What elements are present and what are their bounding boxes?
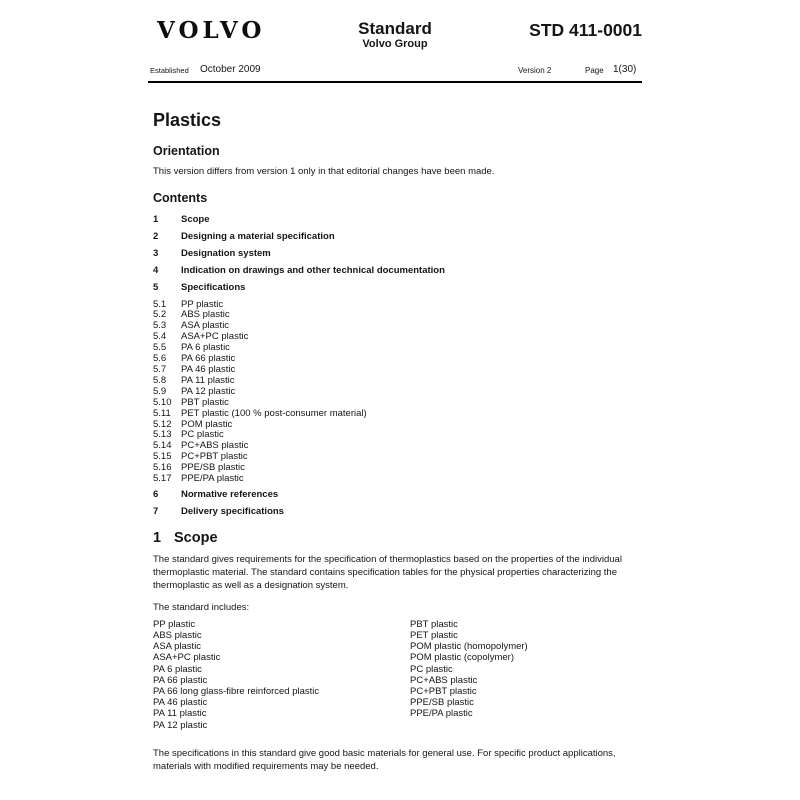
orientation-heading: Orientation: [153, 144, 220, 158]
scope-note-paragraph: The specifications in this standard give good basic materials for general use. For specific product applications, materials with modified requirements may be needed.: [153, 747, 616, 772]
toc-item-label: PA 6 plastic: [181, 342, 230, 354]
document-body: [148, 110, 642, 773]
list-item: PA 66 plastic: [153, 674, 208, 686]
list-item: PBT plastic: [410, 618, 458, 630]
scope-section-title: Scope: [174, 529, 218, 546]
toc-item-label: ABS plastic: [181, 309, 230, 321]
list-item: PA 66 long glass-fibre reinforced plastic: [153, 685, 320, 697]
toc-item-label: PC+ABS plastic: [181, 440, 249, 452]
toc-item-number: 5.17: [153, 473, 172, 485]
page-label: Page: [585, 66, 604, 75]
toc-item-label: Specifications: [181, 281, 246, 293]
toc-item-label: POM plastic: [181, 418, 233, 430]
toc-item-number: 5.12: [153, 418, 172, 430]
toc-item-number: 5.7: [153, 363, 167, 375]
toc-item-number: 5.16: [153, 462, 172, 474]
toc-item-number: 5.3: [153, 320, 167, 332]
toc-item-label: Indication on drawings and other technical documentation: [181, 264, 445, 276]
toc-subitem: [153, 474, 642, 485]
scope-section-heading: [153, 530, 642, 547]
version-label: Version 2: [518, 66, 552, 75]
toc-item: [153, 283, 642, 294]
toc-item-label: Normative references: [181, 488, 279, 500]
document-page: [148, 0, 642, 773]
toc-item-label: Designation system: [181, 247, 271, 259]
header-meta-row: [148, 63, 642, 75]
scope-section-number: 1: [153, 529, 162, 546]
toc-item-label: PA 11 plastic: [181, 374, 235, 386]
toc-item-label: PC plastic: [181, 429, 224, 441]
toc-item-number: 5.10: [153, 396, 172, 408]
toc-item-number: 5.15: [153, 451, 172, 463]
toc-item-number: 5.1: [153, 298, 167, 310]
toc-item-number: 6: [153, 488, 159, 500]
toc-item-number: 5.5: [153, 342, 167, 354]
toc-item-number: 5.9: [153, 385, 167, 397]
toc-item-label: PC+PBT plastic: [181, 451, 248, 463]
toc-item-number: 5.14: [153, 440, 172, 452]
page-title: Plastics: [153, 110, 222, 130]
toc-item: [153, 215, 642, 226]
list-item: PET plastic: [410, 629, 458, 641]
established-label: Established: [150, 66, 189, 75]
toc-item-label: PET plastic (100 % post-consumer material): [181, 407, 367, 419]
list-item: PC+PBT plastic: [410, 685, 477, 697]
list-item: PP plastic: [153, 618, 196, 630]
toc-item-label: PPE/SB plastic: [181, 462, 245, 474]
toc-item: [153, 507, 642, 518]
toc-item-number: 3: [153, 247, 159, 259]
list-item: PPE/SB plastic: [410, 697, 474, 709]
toc-subitem: [153, 409, 642, 420]
list-item: PC plastic: [410, 663, 453, 675]
toc-subitem: [153, 420, 642, 431]
toc-item-number: 5.13: [153, 429, 172, 441]
list-item: POM plastic (homopolymer): [410, 641, 528, 653]
volvo-logo: VOLVO: [157, 17, 266, 44]
toc-item-number: 5.8: [153, 374, 167, 386]
list-item: PA 12 plastic: [153, 719, 208, 731]
toc-item-label: PPE/PA plastic: [181, 473, 244, 485]
orientation-text: This version differs from version 1 only in that editorial changes have been made.: [153, 166, 495, 177]
established-date: October 2009: [200, 64, 261, 75]
toc-subitem: [153, 398, 642, 409]
toc-item-label: Designing a material specification: [181, 230, 335, 242]
plastics-list-right: [410, 619, 528, 731]
list-item: ASA plastic: [153, 641, 202, 653]
list-item: POM plastic (copolymer): [410, 652, 514, 664]
toc-item-label: Scope: [181, 214, 210, 225]
toc-item: [153, 266, 642, 277]
page-number: 1(30): [613, 64, 637, 75]
doc-type-title: Standard: [358, 19, 432, 38]
toc-item-label: ASA plastic: [181, 320, 230, 332]
doc-number: STD 411-0001: [529, 20, 642, 40]
list-item: PC+ABS plastic: [410, 674, 478, 686]
table-of-contents: [153, 215, 642, 518]
toc-item: [153, 232, 642, 243]
toc-item-number: 5.2: [153, 309, 167, 321]
scope-intro-paragraph: The standard gives requirements for the specification of thermoplastics based on the properties of the individual thermoplastic material. The standard contains specification tables for the physical properties characterizing the thermoplastic as well as a designation system.: [153, 553, 622, 591]
toc-item: [153, 490, 642, 501]
list-item: PA 46 plastic: [153, 697, 208, 709]
toc-item-number: 1: [153, 214, 159, 225]
toc-item: [153, 249, 642, 260]
document-header: [148, 0, 642, 83]
toc-item-label: PBT plastic: [181, 396, 229, 408]
toc-item-label: PA 46 plastic: [181, 363, 236, 375]
toc-item-label: PP plastic: [181, 298, 224, 310]
toc-item-number: 4: [153, 264, 159, 276]
org-subtitle: Volvo Group: [362, 38, 428, 50]
list-item: PA 11 plastic: [153, 708, 207, 720]
list-item: PA 6 plastic: [153, 663, 202, 675]
list-item: ABS plastic: [153, 629, 202, 641]
toc-item-number: 5.6: [153, 353, 167, 365]
toc-item-label: PA 66 plastic: [181, 353, 236, 365]
toc-item-number: 5: [153, 281, 159, 293]
list-item: ASA+PC plastic: [153, 652, 221, 664]
toc-item-label: Delivery specifications: [181, 505, 284, 517]
toc-item-number: 5.11: [153, 407, 171, 419]
toc-item-label: PA 12 plastic: [181, 385, 236, 397]
plastics-two-column-list: [153, 619, 642, 731]
includes-label: The standard includes:: [153, 601, 250, 613]
contents-heading: Contents: [153, 191, 208, 205]
list-item: PPE/PA plastic: [410, 708, 473, 720]
toc-item-number: 5.4: [153, 331, 167, 343]
plastics-list-left: [153, 619, 410, 731]
toc-item-label: ASA+PC plastic: [181, 331, 249, 343]
toc-item-number: 7: [153, 505, 159, 517]
toc-item-number: 2: [153, 230, 159, 242]
